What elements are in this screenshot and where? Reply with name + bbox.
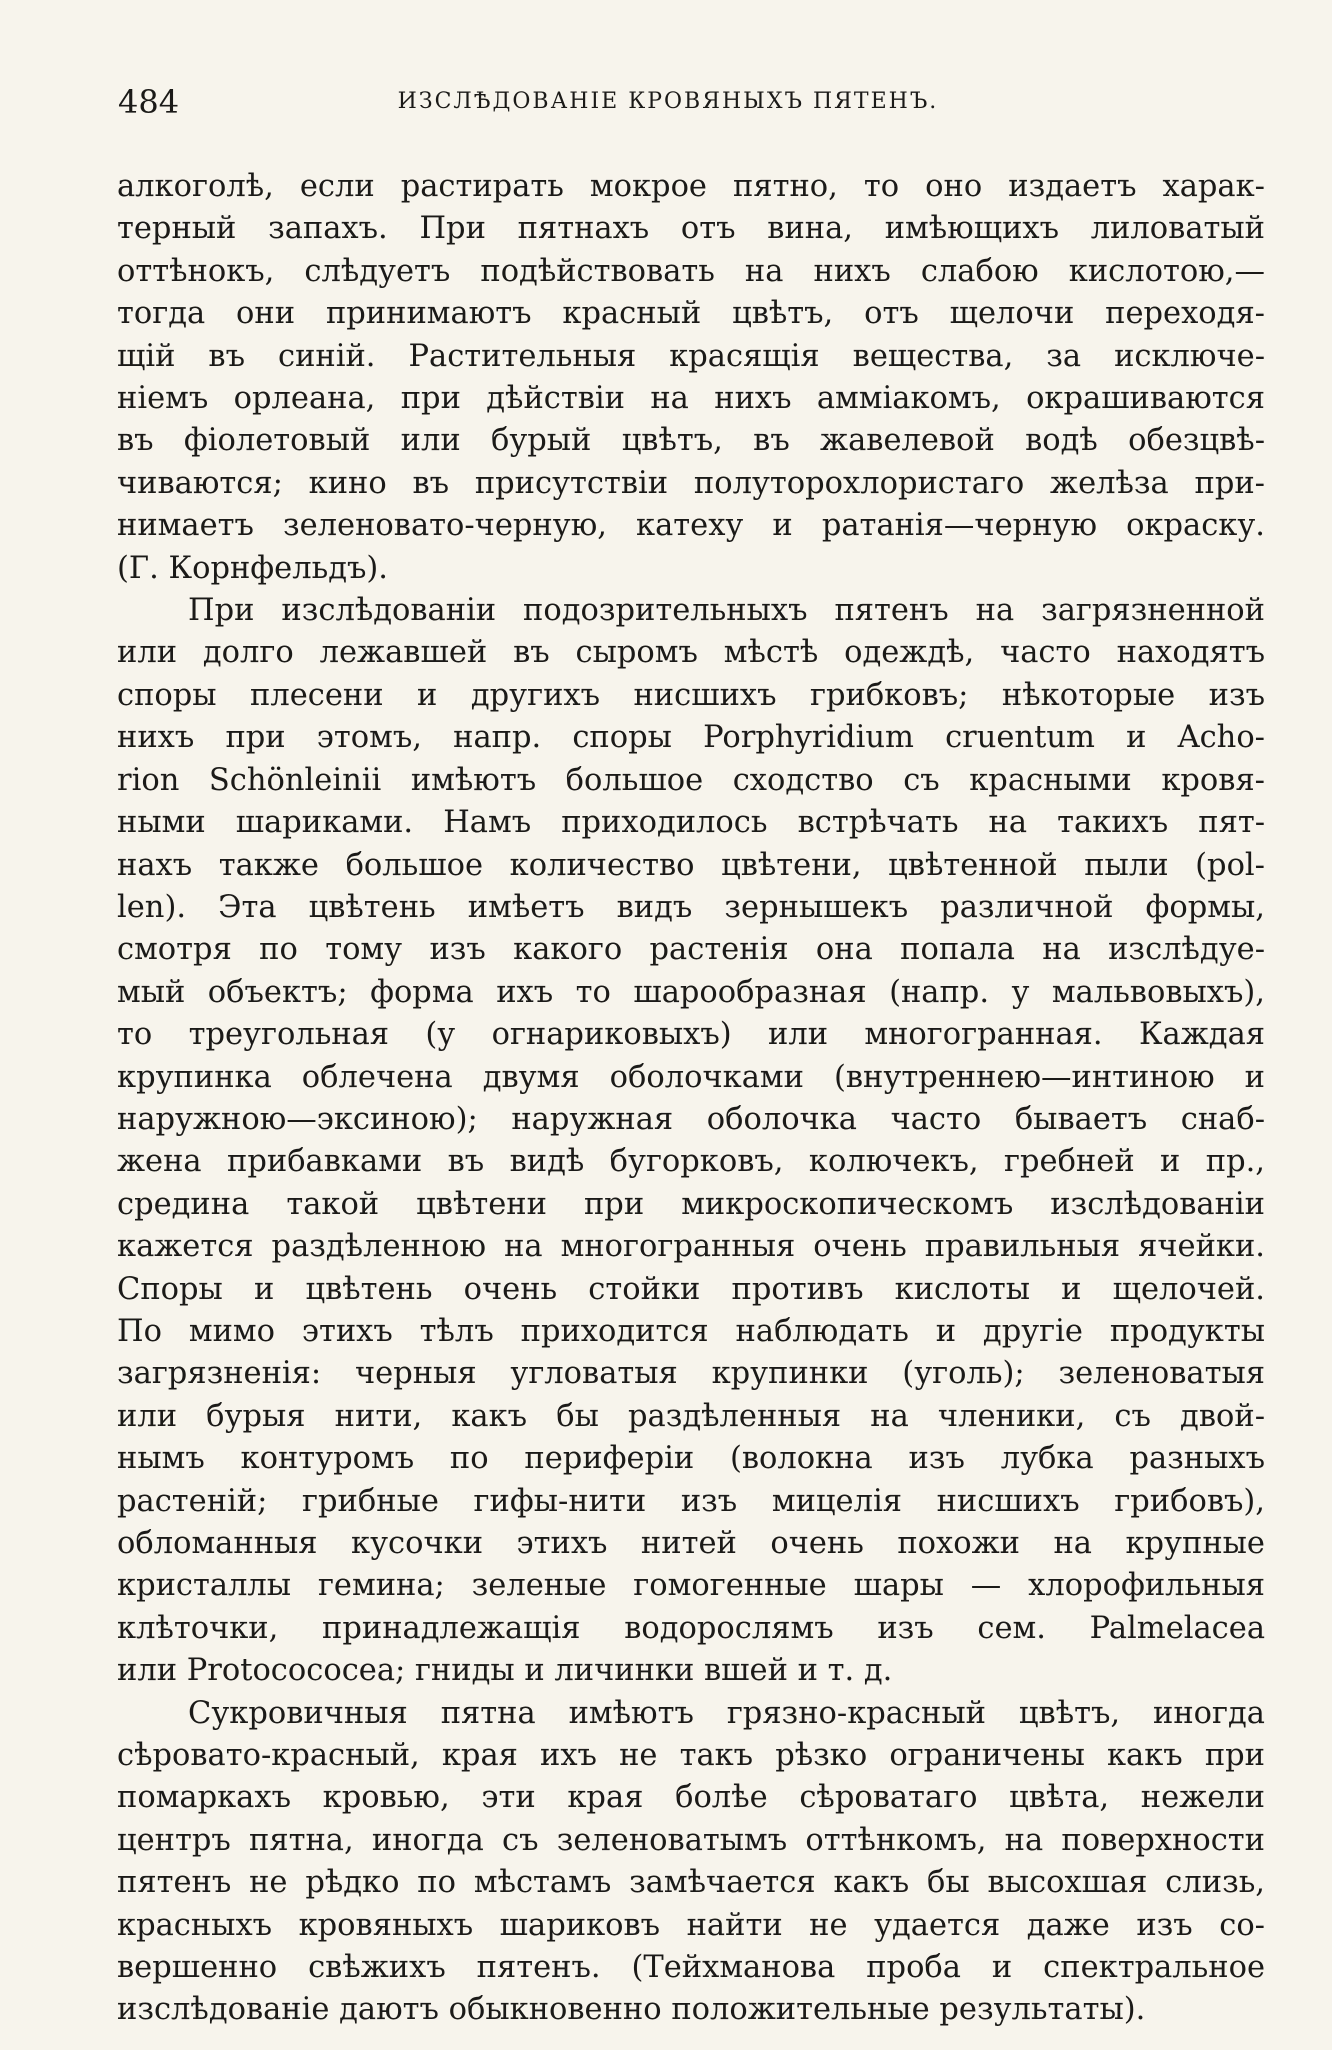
paragraph [117, 166, 1265, 590]
text-line: нимаетъ зеленовато-черную, катеху и ратанія—черную окраску. [117, 508, 1265, 544]
body-text [117, 166, 1265, 2032]
text-line: споры плесени и другихъ нисшихъ грибковъ; нѣкоторые изъ [117, 677, 1265, 713]
text-line: Сукровичныя пятна имѣютъ грязно-красный цвѣтъ, иногда [188, 1695, 1265, 1731]
text-line: (Г. Корнфельдъ). [117, 550, 388, 586]
text-line: обломанныя кусочки этихъ нитей очень похожи на крупные [117, 1526, 1265, 1561]
text-line: нымъ контуромъ по периферіи (волокна изъ лубка разныхъ [117, 1441, 1265, 1477]
text-line: центръ пятна, иногда съ зеленоватымъ оттѣнкомъ, на поверхности [117, 1822, 1265, 1858]
paragraph [117, 590, 1265, 1693]
text-line: смотря по тому изъ какого растенія она попала на изслѣдуе- [117, 932, 1265, 968]
text-line: растеній; грибные гифы-нити изъ мицелія нисшихъ грибовъ), [117, 1483, 1265, 1519]
text-line: нахъ также большое количество цвѣтени, цвѣтенной пыли (pol- [117, 847, 1265, 883]
text-line: наружною—эксиною); наружная оболочка часто бываетъ снаб- [117, 1101, 1265, 1137]
text-line: то треугольная (у огнариковыхъ) или многогранная. Каждая [117, 1017, 1265, 1053]
text-line: ными шариками. Намъ приходилось встрѣчать на такихъ пят- [117, 805, 1265, 841]
text-line: въ фіолетовый или бурый цвѣтъ, въ жавелевой водѣ обезцвѣ- [117, 423, 1265, 459]
text-line: щій въ синій. Растительныя красящія вещества, за исключе- [117, 338, 1265, 374]
text-line: или бурыя нити, какъ бы раздѣленныя на членики, съ двой- [117, 1398, 1265, 1434]
running-title: ИЗСЛѢДОВАНІЕ КРОВЯНЫХЪ ПЯТЕНЪ. [397, 89, 939, 114]
text-line: загрязненія: черныя угловатыя крупинки (уголь); зеленоватыя [117, 1356, 1265, 1392]
text-line: чиваются; кино въ присутствіи полуторохлористаго желѣза при- [117, 465, 1265, 501]
text-line: или Protocococea; гниды и личинки вшей и т. д. [117, 1653, 893, 1689]
text-line: терный запахъ. При пятнахъ отъ вина, имѣющихъ лиловатый [117, 211, 1265, 247]
text-line: len). Эта цвѣтень имѣетъ видъ зернышекъ различной формы, [117, 889, 1265, 925]
running-head [118, 82, 1258, 122]
text-line: По мимо этихъ тѣлъ приходится наблюдать и другіе продукты [117, 1313, 1265, 1349]
text-line: кристаллы гемина; зеленые гомогенные шары — хлорофильныя [117, 1568, 1265, 1604]
text-line: При изслѣдованіи подозрительныхъ пятенъ на загрязненной [188, 593, 1265, 629]
text-line: мый объектъ; форма ихъ то шарообразная (напр. у мальвовыхъ), [117, 974, 1265, 1010]
text-line: или долго лежавшей въ сыромъ мѣстѣ одеждѣ, часто находятъ [117, 635, 1265, 671]
page-number: 484 [118, 83, 180, 121]
text-line: красныхъ кровяныхъ шариковъ найти не удается даже изъ со- [117, 1907, 1265, 1943]
text-line: сѣровато-красный, края ихъ не такъ рѣзко ограничены какъ при [117, 1738, 1265, 1774]
text-line: rion Schönleinii имѣютъ большое сходство съ красными кровя- [117, 762, 1265, 798]
text-line: тогда они принимаютъ красный цвѣтъ, отъ щелочи переходя- [117, 296, 1265, 332]
text-line: пятенъ не рѣдко по мѣстамъ замѣчается какъ бы высохшая слизь, [117, 1865, 1265, 1901]
text-line: алкоголѣ, если растирать мокрое пятно, то оно издаетъ харак- [117, 169, 1265, 204]
text-line: оттѣнокъ, слѣдуетъ подѣйствовать на нихъ слабою кислотою,— [117, 253, 1265, 289]
text-line: жена прибавками въ видѣ бугорковъ, колючекъ, гребней и пр., [117, 1144, 1265, 1180]
text-line: кажется раздѣленною на многогранныя очень правильныя ячейки. [117, 1229, 1265, 1265]
text-line: Споры и цвѣтень очень стойки противъ кислоты и щелочей. [117, 1271, 1265, 1307]
text-line: изслѣдованіе даютъ обыкновенно положительные результаты). [117, 1992, 1146, 2028]
text-line: помаркахъ кровью, эти края болѣе сѣроватаго цвѣта, нежели [117, 1780, 1265, 1816]
text-line: средина такой цвѣтени при микроскопическомъ изслѣдованіи [117, 1186, 1265, 1222]
text-line: клѣточки, принадлежащія водорослямъ изъ сем. Palmelacea [117, 1610, 1265, 1646]
text-line: нихъ при этомъ, напр. споры Porphyridium cruentum и Acho- [117, 720, 1265, 756]
paragraph [117, 1693, 1265, 2032]
text-line: ніемъ орлеана, при дѣйствіи на нихъ амміакомъ, окрашиваются [117, 381, 1265, 417]
text-line: крупинка облечена двумя оболочками (внутреннею—интиною и [117, 1059, 1265, 1095]
text-line: вершенно свѣжихъ пятенъ. (Тейхманова проба и спектральное [117, 1950, 1265, 1986]
